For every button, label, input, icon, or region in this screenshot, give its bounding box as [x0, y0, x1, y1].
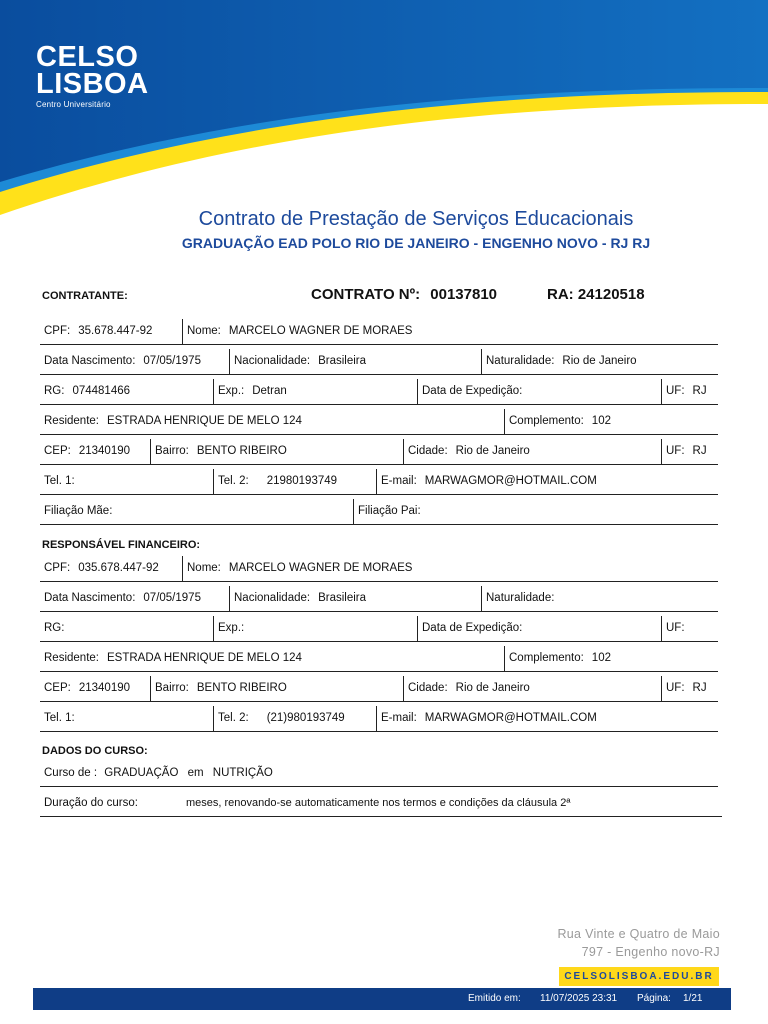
- document-subtitle: GRADUAÇÃO EAD POLO RIO DE JANEIRO - ENGENHO NOVO - RJ RJ: [181, 235, 651, 251]
- field-label: E-mail:: [381, 712, 417, 724]
- field-label: Complemento:: [509, 652, 584, 664]
- mae-cell: [40, 499, 120, 524]
- field-label: Cidade:: [408, 682, 448, 694]
- responsavel-row-nasc: [40, 586, 718, 612]
- contratante-row-res: [40, 409, 718, 435]
- website-badge: CELSOLISBOA.EDU.BR: [559, 967, 719, 986]
- field-label: CEP:: [44, 682, 71, 694]
- responsavel-row-res: [40, 646, 718, 672]
- tel1-cell: [40, 469, 83, 494]
- responsavel-row-rg: [40, 616, 718, 642]
- curso-cell: [40, 761, 273, 786]
- nome-cell: [182, 319, 412, 344]
- address-line-2: 797 - Engenho novo-RJ: [581, 945, 720, 959]
- field-value: BENTO RIBEIRO: [196, 682, 287, 694]
- field-value: MARWAGMOR@HOTMAIL.COM: [424, 475, 597, 487]
- field-value: RJ: [692, 682, 707, 694]
- field-label: CPF:: [44, 325, 71, 337]
- field-value: 07/05/1975: [143, 355, 201, 367]
- brand-line-2: LISBOA: [36, 68, 149, 100]
- contratante-row-rg: [40, 379, 718, 405]
- nat-cell: [481, 349, 637, 374]
- field-label: Filiação Pai:: [358, 505, 421, 517]
- responsavel-label: RESPONSÁVEL FINANCEIRO:: [42, 539, 201, 551]
- field-label: Duração do curso:: [44, 797, 138, 809]
- curso-row: [40, 761, 718, 787]
- rg-cell: [40, 379, 130, 404]
- field-label: Complemento:: [509, 415, 584, 427]
- field-value: Rio de Janeiro: [562, 355, 637, 367]
- responsavel-row-cep: [40, 676, 718, 702]
- dexp-cell: [417, 379, 530, 404]
- footer-bar: [33, 988, 731, 1010]
- field-label: Tel. 2:: [218, 475, 249, 487]
- field-value: 21980193749: [266, 475, 338, 487]
- uf-cell: [661, 616, 693, 641]
- banner-graphic: [0, 0, 768, 230]
- nasc-cell: [40, 586, 201, 611]
- field-value: RJ: [692, 445, 707, 457]
- duracao-row: [40, 791, 722, 817]
- duracao-text: meses, renovando-se automaticamente nos termos e condições da cláusula 2ª: [186, 797, 571, 809]
- field-value: Brasileira: [318, 355, 367, 367]
- field-label: Nacionalidade:: [234, 592, 311, 604]
- ra-value: 24120518: [577, 286, 645, 303]
- emitido-label: Emitido em:: [468, 993, 521, 1004]
- field-label: Tel. 1:: [44, 475, 75, 487]
- ra-number: [547, 286, 645, 303]
- field-value: 21340190: [78, 445, 131, 457]
- field-value: 035.678.447-92: [78, 562, 159, 574]
- field-label: CPF:: [44, 562, 71, 574]
- field-value: 074481466: [72, 385, 131, 397]
- rg-cell: [40, 616, 72, 641]
- responsavel-row-tel: [40, 706, 718, 732]
- field-value: MARCELO WAGNER DE MORAES: [228, 325, 413, 337]
- comp-cell: [504, 409, 611, 434]
- brand-line-1: CELSO: [36, 41, 139, 73]
- contrato-number: [311, 286, 497, 303]
- cpf-cell: [40, 556, 159, 581]
- pai-cell: [353, 499, 429, 524]
- contratante-row-cep: [40, 439, 718, 465]
- res-cell: [40, 409, 302, 434]
- tel2-cell: [213, 469, 337, 494]
- field-label: Nome:: [187, 325, 221, 337]
- field-label: Data Nascimento:: [44, 592, 136, 604]
- field-label: Bairro:: [155, 682, 189, 694]
- field-label: Nome:: [187, 562, 221, 574]
- field-label: Curso de :: [44, 767, 98, 779]
- ra-label: RA:: [547, 286, 574, 303]
- header-banner: [0, 0, 768, 230]
- curso-value: GRADUAÇÃO: [104, 767, 179, 779]
- curso-label: DADOS DO CURSO:: [42, 745, 148, 757]
- cep-cell: [40, 676, 130, 701]
- pagina-value: 1/21: [683, 993, 703, 1004]
- field-label: Tel. 1:: [44, 712, 75, 724]
- pagina-label: Página:: [637, 993, 671, 1004]
- field-value: Brasileira: [318, 592, 367, 604]
- email-cell: [376, 469, 597, 494]
- duracao-cell: [40, 791, 138, 816]
- field-value: MARCELO WAGNER DE MORAES: [228, 562, 413, 574]
- contrato-value: 00137810: [430, 286, 498, 303]
- contratante-row-filiacao: [40, 499, 718, 525]
- exp-cell: [213, 379, 287, 404]
- field-label: CEP:: [44, 445, 71, 457]
- field-label: UF:: [666, 445, 685, 457]
- field-label: RG:: [44, 622, 65, 634]
- field-label: Tel. 2:: [218, 712, 249, 724]
- field-value: Detran: [252, 385, 287, 397]
- bairro-cell: [150, 676, 287, 701]
- uf2-cell: [661, 439, 707, 464]
- field-value: ESTRADA HENRIQUE DE MELO 124: [106, 415, 302, 427]
- field-label: Exp.:: [218, 622, 245, 634]
- bairro-cell: [150, 439, 287, 464]
- field-value: 21340190: [78, 682, 131, 694]
- contratante-row-nasc: [40, 349, 718, 375]
- field-label: Residente:: [44, 652, 99, 664]
- field-value: ESTRADA HENRIQUE DE MELO 124: [106, 652, 302, 664]
- field-label: Data Nascimento:: [44, 355, 136, 367]
- field-value: (21)980193749: [266, 712, 345, 724]
- field-value: 102: [591, 652, 611, 664]
- tel2-cell: [213, 706, 345, 731]
- field-label: Naturalidade:: [486, 355, 555, 367]
- curso-em: em: [187, 767, 204, 779]
- field-value: RJ: [692, 385, 707, 397]
- contrato-label: CONTRATO Nº:: [311, 286, 421, 303]
- comp-cell: [504, 646, 611, 671]
- contratante-row-cpf: [40, 319, 718, 345]
- field-label: UF:: [666, 385, 685, 397]
- contratante-label: CONTRATANTE:: [42, 290, 128, 302]
- field-label: Residente:: [44, 415, 99, 427]
- uf-cell: [661, 379, 707, 404]
- field-value: Rio de Janeiro: [455, 445, 530, 457]
- cidade-cell: [403, 439, 530, 464]
- cpf-cell: [40, 319, 152, 344]
- field-label: E-mail:: [381, 475, 417, 487]
- nat-cell: [481, 586, 562, 611]
- field-label: Filiação Mãe:: [44, 505, 113, 517]
- field-value: Rio de Janeiro: [455, 682, 530, 694]
- field-value: 07/05/1975: [143, 592, 201, 604]
- field-label: UF:: [666, 622, 685, 634]
- nome-cell: [182, 556, 412, 581]
- field-label: UF:: [666, 682, 685, 694]
- field-label: RG:: [44, 385, 65, 397]
- curso-area: NUTRIÇÃO: [212, 767, 273, 779]
- tel1-cell: [40, 706, 83, 731]
- nac-cell: [229, 349, 366, 374]
- field-label: Naturalidade:: [486, 592, 555, 604]
- responsavel-row-cpf: [40, 556, 718, 582]
- brand-logo: [36, 41, 149, 109]
- document-title: Contrato de Prestação de Serviços Educacionais: [198, 208, 634, 230]
- email-cell: [376, 706, 597, 731]
- brand-line-3: Centro Universitário: [36, 100, 111, 109]
- address-line-1: Rua Vinte e Quatro de Maio: [557, 927, 720, 941]
- cidade-cell: [403, 676, 530, 701]
- field-label: Nacionalidade:: [234, 355, 311, 367]
- field-value: 102: [591, 415, 611, 427]
- field-value: 35.678.447-92: [78, 325, 153, 337]
- contratante-row-tel: [40, 469, 718, 495]
- nasc-cell: [40, 349, 201, 374]
- res-cell: [40, 646, 302, 671]
- field-label: Exp.:: [218, 385, 245, 397]
- dexp-cell: [417, 616, 530, 641]
- emitido-value: 11/07/2025 23:31: [540, 993, 618, 1004]
- uf2-cell: [661, 676, 707, 701]
- field-label: Data de Expedição:: [422, 385, 523, 397]
- field-label: Bairro:: [155, 445, 189, 457]
- field-value: BENTO RIBEIRO: [196, 445, 287, 457]
- exp-cell: [213, 616, 252, 641]
- nac-cell: [229, 586, 366, 611]
- field-label: Cidade:: [408, 445, 448, 457]
- field-label: Data de Expedição:: [422, 622, 523, 634]
- cep-cell: [40, 439, 130, 464]
- field-value: MARWAGMOR@HOTMAIL.COM: [424, 712, 597, 724]
